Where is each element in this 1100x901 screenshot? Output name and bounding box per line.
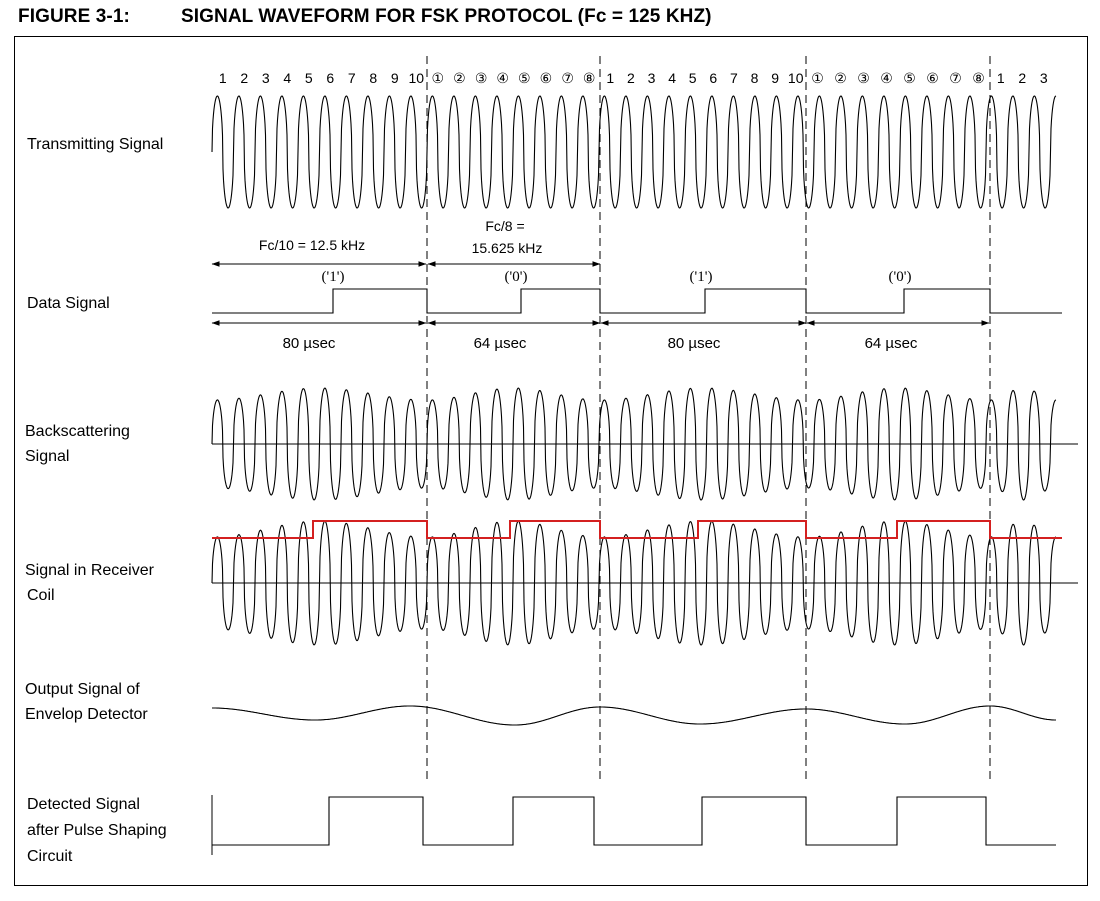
cycle-number: ⑧ bbox=[582, 70, 596, 86]
cycle-number: 1 bbox=[996, 70, 1005, 86]
label-signal-in-receiver-coil: Signal in Receiver Coil bbox=[25, 562, 154, 604]
cycle-number: 3 bbox=[1039, 70, 1048, 86]
cycle-number: 8 bbox=[750, 70, 759, 86]
duration-label-2: 64 µsec bbox=[473, 335, 527, 352]
cycle-number: 6 bbox=[326, 70, 335, 86]
detected-signal-waveform bbox=[212, 795, 1056, 855]
cycle-number: 4 bbox=[283, 70, 292, 86]
label-data-signal: Data Signal bbox=[27, 295, 110, 312]
cycle-number: 7 bbox=[730, 70, 738, 86]
backscattering-signal-waveform bbox=[212, 388, 1078, 500]
label-detected-signal: Detected Signal after Pulse Shaping Circuit bbox=[27, 796, 167, 865]
cycle-number: ⑥ bbox=[539, 70, 553, 86]
cycle-number: ⑦ bbox=[949, 70, 962, 86]
cycle-number: 1 bbox=[218, 70, 227, 86]
bit-label-3: ('1') bbox=[689, 269, 713, 285]
cycle-number: 10 bbox=[408, 70, 425, 86]
cycle-number: ③ bbox=[474, 70, 488, 86]
fc8-label-line1: Fc/8 = bbox=[485, 218, 525, 234]
cycle-number: ⑥ bbox=[926, 70, 939, 86]
cycle-number: ⑦ bbox=[561, 70, 574, 86]
cycle-number: ① bbox=[431, 70, 445, 86]
cycle-number: 3 bbox=[261, 70, 270, 86]
cycle-number: 7 bbox=[347, 70, 356, 86]
cycle-number: 2 bbox=[1018, 70, 1027, 86]
bit-label-1: ('1') bbox=[321, 269, 345, 285]
cycle-numbers bbox=[219, 70, 1048, 86]
bit-boundary-lines bbox=[427, 56, 990, 780]
cycle-number: ① bbox=[811, 70, 824, 86]
envelope-detector-output bbox=[212, 706, 1056, 725]
duration-label-3: 80 µsec bbox=[667, 335, 721, 352]
cycle-number: ③ bbox=[857, 70, 870, 86]
cycle-number: 8 bbox=[369, 70, 378, 86]
cycle-number: ② bbox=[453, 70, 466, 86]
cycle-number: ④ bbox=[880, 70, 893, 86]
bit-label-2: ('0') bbox=[504, 269, 528, 285]
fc10-label: Fc/10 = 12.5 kHz bbox=[258, 237, 366, 253]
label-backscattering-signal: Backscattering Signal bbox=[25, 423, 130, 465]
cycle-number: 9 bbox=[771, 70, 779, 86]
cycle-number: 1 bbox=[606, 70, 615, 86]
cycle-number: 6 bbox=[709, 70, 718, 86]
cycle-number: 5 bbox=[304, 70, 313, 86]
cycle-number: ⑧ bbox=[972, 70, 985, 86]
cycle-number: 2 bbox=[240, 70, 249, 86]
duration-label-1: 80 µsec bbox=[282, 335, 336, 352]
duration-label-4: 64 µsec bbox=[864, 335, 918, 352]
receiver-coil-signal-waveform bbox=[212, 521, 1078, 645]
frequency-annotations bbox=[212, 218, 600, 264]
figure-title-text: SIGNAL WAVEFORM FOR FSK PROTOCOL (Fc = 125 KHZ) bbox=[181, 6, 712, 27]
cycle-number: 9 bbox=[390, 70, 399, 86]
cycle-number: ④ bbox=[496, 70, 509, 86]
fc8-label-line2: 15.625 kHz bbox=[471, 240, 543, 256]
cycle-number: ② bbox=[834, 70, 847, 86]
cycle-number: 3 bbox=[647, 70, 656, 86]
cycle-number: 4 bbox=[668, 70, 676, 86]
cycle-number: 10 bbox=[787, 70, 804, 86]
data-signal bbox=[212, 269, 1062, 313]
bit-label-4: ('0') bbox=[888, 269, 912, 285]
cycle-number: ⑤ bbox=[518, 70, 531, 86]
label-transmitting-signal: Transmitting Signal bbox=[27, 136, 164, 153]
cycle-number: ⑤ bbox=[903, 70, 916, 86]
figure-number: FIGURE 3-1: bbox=[18, 6, 130, 27]
cycle-number: 5 bbox=[688, 70, 697, 86]
receiver-amplitude-envelope bbox=[212, 521, 1062, 538]
transmitting-signal-waveform bbox=[212, 96, 1056, 208]
cycle-number: 2 bbox=[627, 70, 635, 86]
label-envelope-detector-output: Output Signal of Envelop Detector bbox=[25, 681, 148, 723]
